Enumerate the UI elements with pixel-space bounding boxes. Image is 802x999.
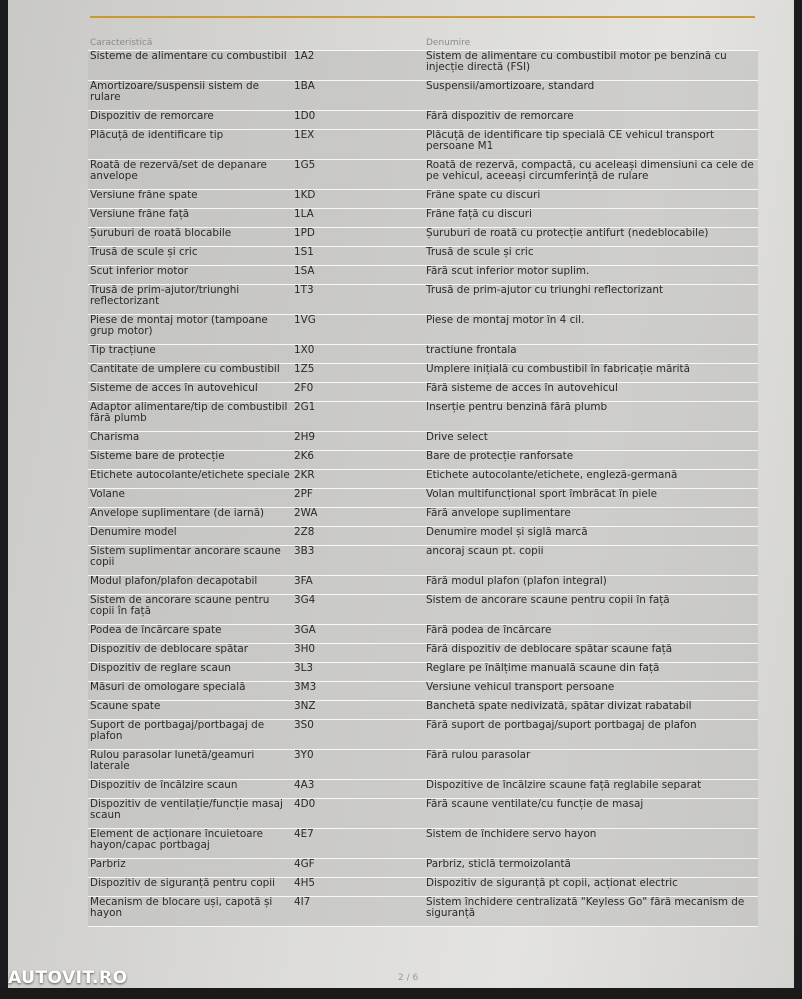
cell-characteristic: Anvelope suplimentare (de iarnă) <box>88 508 292 527</box>
table-row <box>88 576 758 595</box>
page-number: 2 / 6 <box>398 973 419 983</box>
cell-description: Denumire model și siglă marcă <box>424 527 758 546</box>
cell-characteristic: Element de acționare încuietoare hayon/capac portbagaj <box>88 829 292 859</box>
cell-characteristic: Dispozitiv de reglare scaun <box>88 663 292 682</box>
table-row <box>88 470 758 489</box>
cell-code: 4A3 <box>292 780 424 799</box>
table-row <box>88 527 758 546</box>
table-row <box>88 799 758 829</box>
cell-description: Frâne față cu discuri <box>424 209 758 228</box>
cell-description: Frâne spate cu discuri <box>424 190 758 209</box>
cell-code: 3H0 <box>292 644 424 663</box>
cell-code: 4I7 <box>292 897 424 927</box>
table-row <box>88 111 758 130</box>
cell-code: 2G1 <box>292 402 424 432</box>
cell-characteristic: Volane <box>88 489 292 508</box>
cell-code: 1S1 <box>292 247 424 266</box>
cell-description: Roată de rezervă, compactă, cu aceleași dimensiuni ca cele de pe vehicul, aceeași circumferință de rulare <box>424 160 758 190</box>
cell-characteristic: Piese de montaj motor (tampoane grup motor) <box>88 315 292 345</box>
cell-description: Etichete autocolante/etichete, engleză-germană <box>424 470 758 489</box>
cell-description: Dispozitive de încălzire scaune față reglabile separat <box>424 780 758 799</box>
cell-code: 2KR <box>292 470 424 489</box>
cell-characteristic: Modul plafon/plafon decapotabil <box>88 576 292 595</box>
cell-description: Fără podea de încărcare <box>424 625 758 644</box>
table-row <box>88 644 758 663</box>
cell-characteristic: Cantitate de umplere cu combustibil <box>88 364 292 383</box>
header-code <box>292 36 424 51</box>
table-row <box>88 489 758 508</box>
cell-description: Umplere inițială cu combustibil în fabricație mărită <box>424 364 758 383</box>
table-row <box>88 130 758 160</box>
cell-characteristic: Sisteme de acces în autovehicul <box>88 383 292 402</box>
table-row <box>88 315 758 345</box>
table-row <box>88 859 758 878</box>
cell-description: Inserție pentru benzină fără plumb <box>424 402 758 432</box>
cell-code: 1BA <box>292 81 424 111</box>
cell-description: Fără scut inferior motor suplim. <box>424 266 758 285</box>
cell-description: Fără scaune ventilate/cu funcție de masaj <box>424 799 758 829</box>
table-row <box>88 190 758 209</box>
cell-description: Sistem de alimentare cu combustibil motor pe benzină cu injecție directă (FSI) <box>424 51 758 81</box>
cell-code: 3M3 <box>292 682 424 701</box>
cell-code: 1EX <box>292 130 424 160</box>
cell-code: 4E7 <box>292 829 424 859</box>
equipment-table <box>88 36 758 927</box>
cell-code: 1KD <box>292 190 424 209</box>
cell-description: Trusă de scule și cric <box>424 247 758 266</box>
cell-characteristic: Dispozitiv de siguranță pentru copii <box>88 878 292 897</box>
cell-characteristic: Sistem de ancorare scaune pentru copii în față <box>88 595 292 625</box>
cell-characteristic: Denumire model <box>88 527 292 546</box>
cell-code: 3GA <box>292 625 424 644</box>
cell-code: 2PF <box>292 489 424 508</box>
table-row <box>88 720 758 750</box>
table-row <box>88 228 758 247</box>
cell-code: 1G5 <box>292 160 424 190</box>
cell-description: Suspensii/amortizoare, standard <box>424 81 758 111</box>
table-row <box>88 81 758 111</box>
table-row <box>88 780 758 799</box>
table-row <box>88 682 758 701</box>
table-row <box>88 51 758 81</box>
table-row <box>88 402 758 432</box>
cell-characteristic: Suport de portbagaj/portbagaj de plafon <box>88 720 292 750</box>
table-row <box>88 829 758 859</box>
cell-characteristic: Șuruburi de roată blocabile <box>88 228 292 247</box>
cell-description: Versiune vehicul transport persoane <box>424 682 758 701</box>
cell-characteristic: Trusă de scule și cric <box>88 247 292 266</box>
table-row <box>88 625 758 644</box>
cell-description: Fără dispozitiv de remorcare <box>424 111 758 130</box>
cell-code: 1PD <box>292 228 424 247</box>
cell-description: Piese de montaj motor în 4 cil. <box>424 315 758 345</box>
cell-code: 3G4 <box>292 595 424 625</box>
table-row <box>88 546 758 576</box>
cell-characteristic: Mecanism de blocare uși, capotă și hayon <box>88 897 292 927</box>
cell-characteristic: Sisteme de alimentare cu combustibil <box>88 51 292 81</box>
cell-code: 2K6 <box>292 451 424 470</box>
cell-code: 3S0 <box>292 720 424 750</box>
cell-code: 3NZ <box>292 701 424 720</box>
cell-description: Banchetă spate nedivizată, spătar divizat rabatabil <box>424 701 758 720</box>
cell-characteristic: Sisteme bare de protecție <box>88 451 292 470</box>
cell-description: Fără suport de portbagaj/suport portbagaj de plafon <box>424 720 758 750</box>
table-row <box>88 266 758 285</box>
cell-code: 1X0 <box>292 345 424 364</box>
header-characteristic: Caracteristică <box>88 36 292 51</box>
table-header <box>88 36 758 51</box>
cell-characteristic: Tip tracțiune <box>88 345 292 364</box>
cell-description: Plăcuță de identificare tip specială CE vehicul transport persoane M1 <box>424 130 758 160</box>
cell-code: 1D0 <box>292 111 424 130</box>
document-page <box>8 0 794 999</box>
cell-characteristic: Parbriz <box>88 859 292 878</box>
cell-code: 2WA <box>292 508 424 527</box>
cell-description: Fără rulou parasolar <box>424 750 758 780</box>
cell-code: 1T3 <box>292 285 424 315</box>
cell-characteristic: Rulou parasolar lunetă/geamuri laterale <box>88 750 292 780</box>
table-row <box>88 383 758 402</box>
cell-characteristic: Versiune frâne față <box>88 209 292 228</box>
table-row <box>88 595 758 625</box>
cell-description: Parbriz, sticlă termoizolantă <box>424 859 758 878</box>
table-row <box>88 160 758 190</box>
table-row <box>88 508 758 527</box>
cell-characteristic: Dispozitiv de deblocare spătar <box>88 644 292 663</box>
table-row <box>88 451 758 470</box>
table-row <box>88 247 758 266</box>
table-row <box>88 345 758 364</box>
cell-characteristic: Sistem suplimentar ancorare scaune copii <box>88 546 292 576</box>
table-row <box>88 897 758 927</box>
cell-characteristic: Măsuri de omologare specială <box>88 682 292 701</box>
cell-characteristic: Roată de rezervă/set de depanare anvelope <box>88 160 292 190</box>
cell-code: 1Z5 <box>292 364 424 383</box>
cell-code: 4D0 <box>292 799 424 829</box>
cell-description: Fără anvelope suplimentare <box>424 508 758 527</box>
table-row <box>88 701 758 720</box>
cell-description: Drive select <box>424 432 758 451</box>
table-row <box>88 285 758 315</box>
cell-code: 3FA <box>292 576 424 595</box>
cell-description: Fără dispozitiv de deblocare spătar scaune față <box>424 644 758 663</box>
cell-characteristic: Charisma <box>88 432 292 451</box>
cell-code: 1LA <box>292 209 424 228</box>
cell-description: tractiune frontala <box>424 345 758 364</box>
cell-characteristic: Dispozitiv de remorcare <box>88 111 292 130</box>
cell-characteristic: Adaptor alimentare/tip de combustibil fără plumb <box>88 402 292 432</box>
cell-characteristic: Scaune spate <box>88 701 292 720</box>
cell-code: 1VG <box>292 315 424 345</box>
cell-description: Sistem de ancorare scaune pentru copii în față <box>424 595 758 625</box>
cell-description: Volan multifuncțional sport îmbrăcat în piele <box>424 489 758 508</box>
cell-code: 3L3 <box>292 663 424 682</box>
header-name: Denumire <box>424 36 758 51</box>
cell-code: 2H9 <box>292 432 424 451</box>
cell-description: Sistem închidere centralizată "Keyless Go" fără mecanism de siguranță <box>424 897 758 927</box>
cell-characteristic: Scut inferior motor <box>88 266 292 285</box>
cell-code: 1SA <box>292 266 424 285</box>
cell-code: 2Z8 <box>292 527 424 546</box>
table-row <box>88 878 758 897</box>
cell-characteristic: Etichete autocolante/etichete speciale <box>88 470 292 489</box>
cell-description: Bare de protecție ranforsate <box>424 451 758 470</box>
header-rule <box>90 16 755 18</box>
cell-characteristic: Amortizoare/suspensii sistem de rulare <box>88 81 292 111</box>
table-row <box>88 432 758 451</box>
cell-description: Sistem de închidere servo hayon <box>424 829 758 859</box>
cell-code: 4H5 <box>292 878 424 897</box>
cell-code: 4GF <box>292 859 424 878</box>
bottom-bar <box>0 988 802 999</box>
table-row <box>88 663 758 682</box>
cell-description: Reglare pe înălțime manuală scaune din față <box>424 663 758 682</box>
cell-characteristic: Trusă de prim-ajutor/triunghi reflectorizant <box>88 285 292 315</box>
cell-code: 3Y0 <box>292 750 424 780</box>
cell-characteristic: Dispozitiv de ventilație/funcție masaj scaun <box>88 799 292 829</box>
table-row <box>88 209 758 228</box>
cell-description: ancoraj scaun pt. copii <box>424 546 758 576</box>
cell-description: Dispozitiv de siguranță pt copii, acționat electric <box>424 878 758 897</box>
cell-description: Fără modul plafon (plafon integral) <box>424 576 758 595</box>
cell-description: Trusă de prim-ajutor cu triunghi reflectorizant <box>424 285 758 315</box>
cell-characteristic: Podea de încărcare spate <box>88 625 292 644</box>
cell-characteristic: Plăcuță de identificare tip <box>88 130 292 160</box>
cell-code: 3B3 <box>292 546 424 576</box>
cell-code: 1A2 <box>292 51 424 81</box>
table-row <box>88 364 758 383</box>
watermark-logo: AUTOVIT.RO <box>8 968 128 988</box>
cell-description: Fără sisteme de acces în autovehicul <box>424 383 758 402</box>
table-row <box>88 750 758 780</box>
cell-code: 2F0 <box>292 383 424 402</box>
cell-characteristic: Versiune frâne spate <box>88 190 292 209</box>
cell-description: Șuruburi de roată cu protecție antifurt (nedeblocabile) <box>424 228 758 247</box>
cell-characteristic: Dispozitiv de încălzire scaun <box>88 780 292 799</box>
